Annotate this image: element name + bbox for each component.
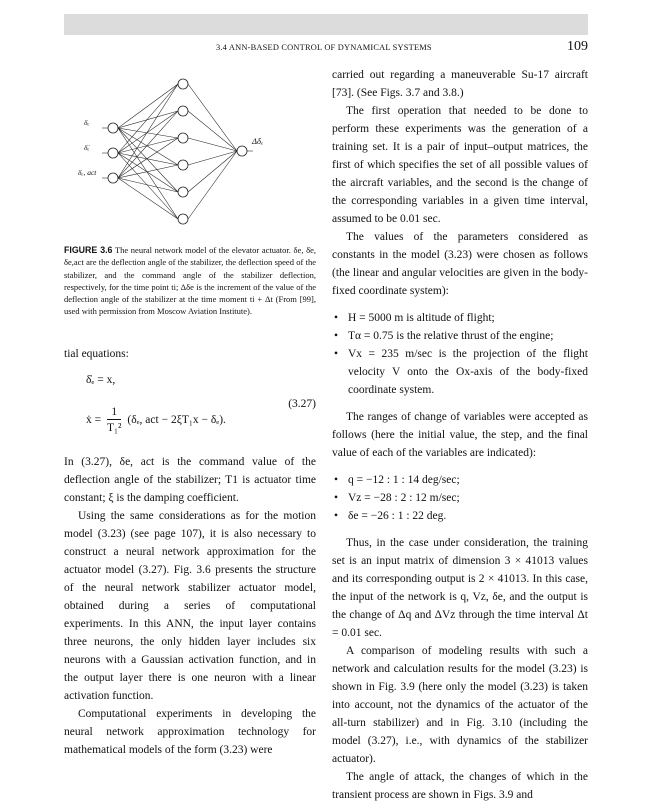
figure-caption	[64, 244, 316, 318]
right-paragraph-5: Thus, in the case under consideration, the training set is an input matrix of dimension 3 × 41013 values and its corresponding output is 2 × 41013. In this case, the input of the network is q, Vz, δe, and the output is the change of Δq and ΔVz through the time interval Δt = 0.01 sec.	[332, 537, 588, 639]
hidden-neuron-5	[178, 187, 188, 197]
right-paragraph-7: The angle of attack, the changes of which in the transient process are shown in Figs. 3.9 and	[332, 771, 588, 801]
hidden-neuron-3	[178, 133, 188, 143]
running-title: 3.4 ANN-BASED CONTROL OF DYNAMICAL SYSTEMS	[216, 43, 432, 52]
output-label: Δδₑ	[252, 136, 264, 146]
input-neuron-1	[108, 123, 118, 133]
left-paragraph-2: Using the same considerations as for the motion model (3.23) (see page 107), it is also necessary to construct a neural network approximation for the actuator model (3.27). Fig. 3.6 presents the structure of the neural network stabilizer actuator model, obtained during a series of computational experiments. In this ANN, the input layer contains three neurons, the only hidden layer includes six neurons with a Gaussian activation function, and in the output layer there is one neuron with a linear activation function.	[64, 509, 316, 702]
hidden-neuron-2	[178, 106, 188, 116]
right-paragraph-6: A comparison of modeling results with such a network and calculation results for the model (3.23) is shown in Fig. 3.9 (here only the model (3.23) is taken into account, not the dynamics of the actuator of the all-turn stabilizer) and in Fig. 3.10 (including the model (3.27), i.e., with dynamics of the stabilizer actuator).	[332, 645, 588, 765]
left-paragraph-1: In (3.27), δe, act is the command value of the deflection angle of the stabilizer; T1 is actuator time constant; ξ is the damping coefficient.	[64, 455, 316, 504]
equation-fraction	[107, 405, 121, 436]
fraction-denominator: T₁²	[107, 421, 122, 434]
right-paragraph-3: The values of the parameters considered as constants in the model (3.23) were chosen as follows (the linear and angular velocities are given in the body-fixed coordinate system):	[332, 231, 588, 297]
caption-label: FIGURE 3.6	[64, 245, 113, 255]
equation-line-1: δ̇ₑ = x,	[86, 373, 116, 386]
caption-text: The neural network model of the elevator actuator. δe, δ̇e, δe,act are the deflection angle of the stabilizer, the deflection speed of the stabilizer, and the command angle of the stabilizer deflection, respectively, for the time point ti; Δδe is the increment of the value of the deflection angle of the stabilizer at the time moment ti + Δt (From [99], used with permission from Moscow Aviation Institute).	[64, 245, 316, 317]
list-item: • δe = −26 : 1 : 22 deg.	[348, 507, 588, 525]
neural-network-diagram	[64, 67, 316, 242]
list-item: • Vz = −28 : 2 : 12 m/sec;	[348, 489, 588, 507]
hidden-neuron-1	[178, 79, 188, 89]
running-header	[64, 39, 588, 56]
equation-line-2	[86, 405, 226, 436]
left-paragraph-3: Computational experiments in developing the neural network approximation technology for mathematical models of the form (3.23) were	[64, 707, 316, 756]
parameter-list	[332, 309, 588, 399]
range-list	[332, 471, 588, 525]
header-shade-bar	[64, 14, 588, 35]
list-item: • Tα = 0.75 is the relative thrust of the engine;	[348, 327, 588, 345]
equation-3-27	[64, 369, 316, 447]
right-paragraph-2: The first operation that needed to be done to perform these experiments was the generation of a training set. It is a pair of input–output matrices, the first of which specifies the set of all possible values of the aircraft variables, and the second is the change of the corresponding variables in a given time interval, assumed to be 0.01 sec.	[332, 105, 588, 225]
fraction-numerator: 1	[107, 405, 121, 420]
left-column	[64, 67, 316, 759]
output-neuron	[237, 146, 247, 156]
hidden-neuron-6	[178, 214, 188, 224]
input-neuron-3	[108, 173, 118, 183]
hidden-neuron-4	[178, 160, 188, 170]
figure-3-6	[64, 67, 316, 242]
list-item: • q = −12 : 1 : 14 deg/sec;	[348, 471, 588, 489]
list-item: • Vx = 235 m/sec is the projection of the flight velocity V onto the Ox-axis of the body-fixed coordinate system.	[348, 345, 588, 399]
lead-text: tial equations:	[64, 347, 129, 360]
list-item: • H = 5000 m is altitude of flight;	[348, 309, 588, 327]
network-connections	[102, 84, 253, 219]
right-paragraph-4: The ranges of change of variables were accepted as follows (here the initial value, the step, and the final value of each of the variables are indicated):	[332, 411, 588, 459]
input-neuron-2	[108, 148, 118, 158]
input-label-3: δₑ, act	[78, 168, 97, 177]
input-label-1: δₑ	[84, 118, 90, 127]
right-column	[332, 66, 588, 804]
right-paragraph-1: carried out regarding a maneuverable Su-17 aircraft [73]. (See Figs. 3.7 and 3.8.)	[332, 69, 588, 99]
equation-rhs: (δₑ, act − 2ξT₁x − δₑ).	[127, 413, 226, 426]
input-label-2: δ̇ₑ	[84, 143, 90, 152]
page-number: 109	[567, 39, 588, 54]
equation-lhs: ẋ =	[86, 413, 102, 426]
equation-number: (3.27)	[288, 397, 316, 410]
